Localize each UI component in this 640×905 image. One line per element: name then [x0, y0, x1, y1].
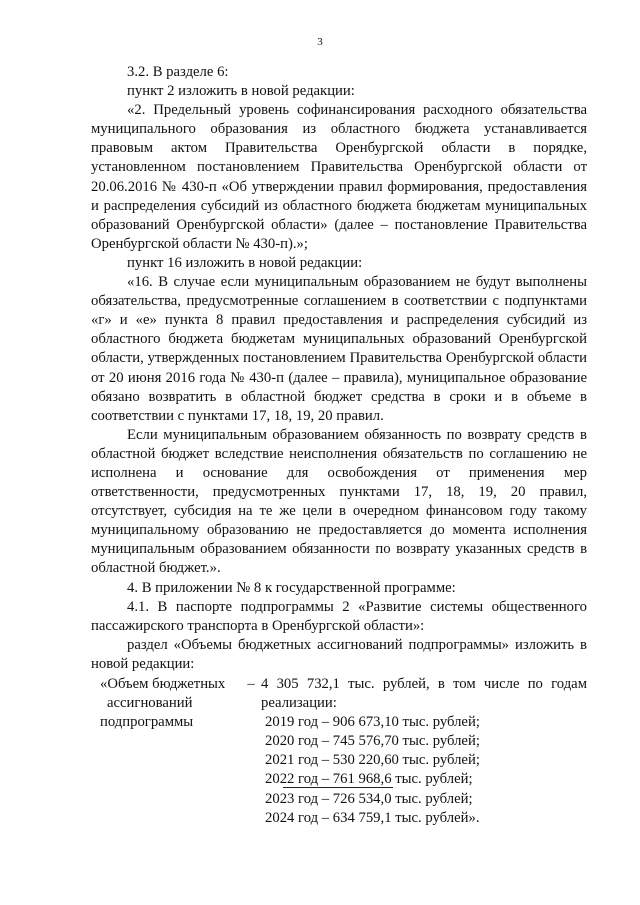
- budget-year-line: 2024 год – 634 759,1 тыс. рублей».: [265, 809, 480, 826]
- budget-values: [261, 675, 587, 828]
- budget-dash: –: [247, 676, 255, 692]
- paragraph-budget-section: раздел «Объемы бюджетных ассигнований подпрограммы» изложить в новой редакции:: [91, 636, 587, 672]
- budget-label: [91, 675, 241, 828]
- paragraph-point-2-text: «2. Предельный уровень софинансирования расходного обязательства муниципального образования из областного бюджета устанавливается правовым актом Правительства Оренбургской области в порядке, установленном постановлением Правительства Оренбургской области от 20.06.2016 № 430-п «Об утверждении правил формирования, предоставления и распределения субсидий из областного бюджета бюджетам муниципальных образований Оренбургской области» (далее – постановление Правительства Оренбургской области № 430-п).»;: [91, 102, 587, 252]
- budget-year-line: 2020 год – 745 576,70 тыс. рублей;: [265, 733, 480, 750]
- budget-allocation-table: [91, 675, 587, 828]
- budget-year-line: 2023 год – 726 534,0 тыс. рублей;: [265, 790, 473, 807]
- budget-year-line: 2022 год – 761 968,6 тыс. рублей;: [265, 771, 473, 788]
- budget-year-line: 2019 год – 906 673,10 тыс. рублей;: [265, 714, 480, 731]
- paragraph-subprogram-2: 4.1. В паспорте подпрограммы 2 «Развитие системы общественного пассажирского транспорта в Оренбургской области»:: [91, 598, 587, 634]
- document-body: [91, 63, 587, 828]
- paragraph-point-16-intro: пункт 16 изложить в новой редакции:: [127, 254, 363, 271]
- paragraph-appendix-8: 4. В приложении № 8 к государственной программе:: [127, 579, 456, 596]
- budget-year-line: 2021 год – 530 220,60 тыс. рублей;: [265, 752, 480, 769]
- paragraph-point-16-continuation: Если муниципальным образованием обязанность по возврату средств в областной бюджет вследствие неисполнения обязательств по соглашению не исполнена и основание для освобождения от применения мер ответственности, предусмотренных пунктами 17, 18, 19, 20 правил, отсутствует, субсидия на те же цели в очередном финансовом году такому муниципальному образованию не предоставляется до момента исполнения муниципальным образованием обязанности по возврату указанных средств в областной бюджет.».: [91, 426, 587, 577]
- budget-total: 4 305 732,1 тыс. рублей, в том числе по годам реализации:: [261, 676, 587, 712]
- paragraph-point-2-intro: пункт 2 изложить в новой редакции:: [127, 83, 355, 100]
- budget-label-line: ассигнований: [107, 695, 193, 711]
- paragraph-section-heading: 3.2. В разделе 6:: [127, 64, 229, 80]
- paragraph-point-16-text: «16. В случае если муниципальным образованием не будут выполнены обязательства, предусмотренные соглашением в соответствии с подпунктами «г» и «е» пункта 8 правил предоставления и распределения субсидий из областного бюджета бюджетам муниципальных образований Оренбургской области, утвержденных постановлением Правительства Оренбургской области от 20 июня 2016 года № 430-п (далее – правила), муниципальное образование обязано возвратить в областной бюджет средства в сроки и в объеме в соответствии с пунктами 17, 18, 19, 20 правил.: [91, 274, 587, 424]
- end-divider-line: [283, 787, 393, 788]
- budget-label-line: подпрограммы: [100, 714, 194, 730]
- page-number: 3: [317, 36, 323, 48]
- budget-label-line: «Объем бюджетных: [100, 676, 226, 692]
